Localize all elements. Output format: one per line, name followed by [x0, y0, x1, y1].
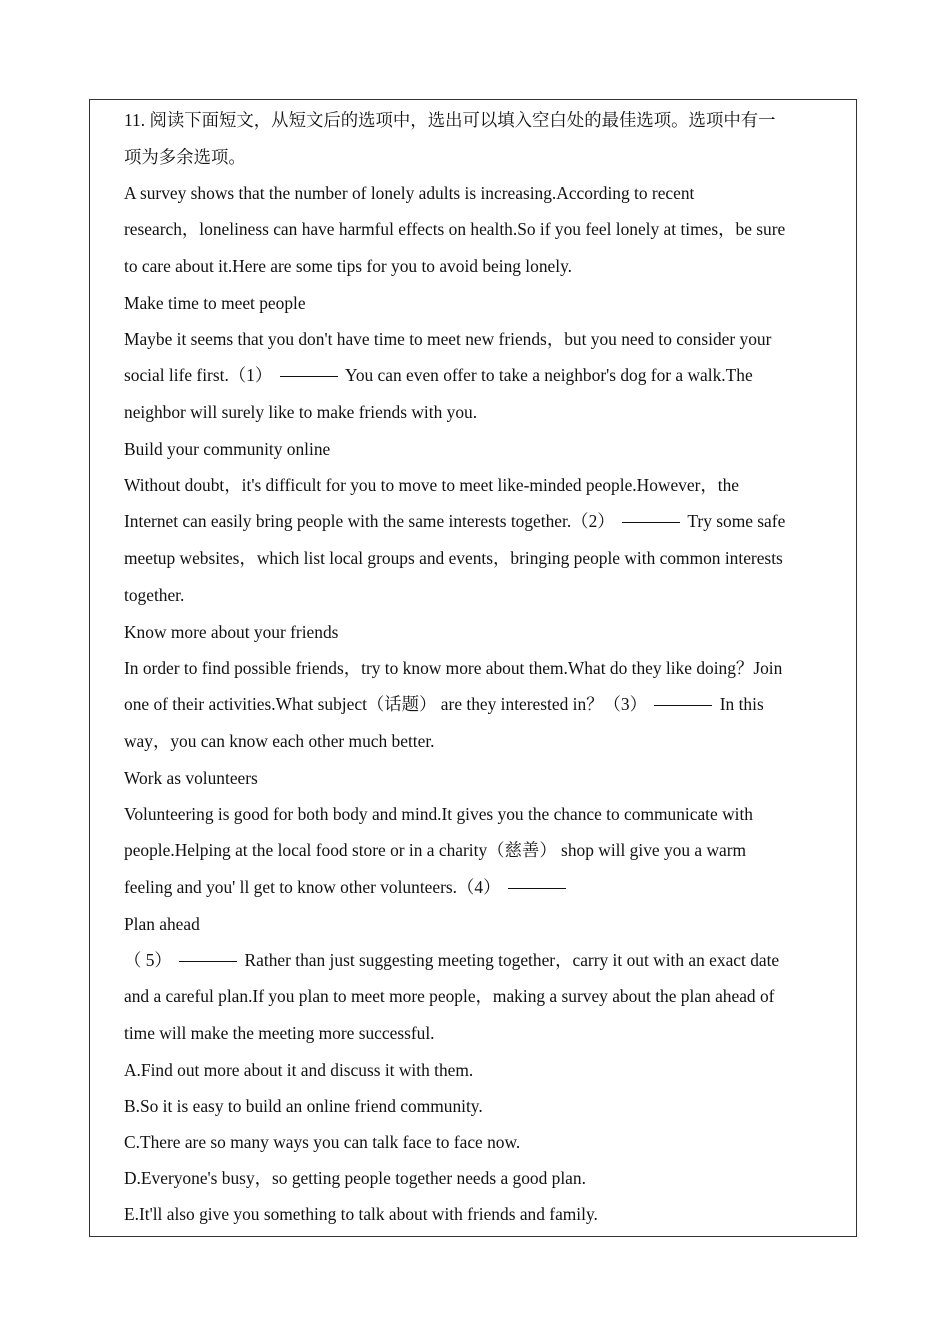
section2-line-2-after-blank: Try some safe: [687, 511, 786, 531]
section-heading-4: Work as volunteers: [124, 768, 258, 788]
section3-line-2-before-blank: one of their activities.What subject（话题） are they interested in？（3）: [124, 694, 648, 714]
option-a: A.Find out more about it and discuss it with them.: [124, 1060, 474, 1080]
section3-line-3: way，you can know each other much better.: [124, 731, 435, 751]
section5-line-3: time will make the meeting more successful.: [124, 1023, 435, 1043]
section2-line-4: together.: [124, 585, 185, 605]
option-e: E.It'll also give you something to talk about with friends and family.: [124, 1204, 598, 1224]
question-content: [124, 102, 856, 1232]
section4-line-3: [124, 869, 856, 906]
intro-line-2: research，loneliness can have harmful effects on health.So if you feel lonely at times，be sure: [124, 219, 786, 239]
instruction-line-2: 项为多余选项。: [124, 147, 246, 167]
intro-line-1: A survey shows that the number of lonely adults is increasing.According to recent: [124, 183, 695, 203]
blank-2: [622, 521, 680, 523]
blank-5: [179, 960, 237, 962]
section1-line-1: Maybe it seems that you don't have time to meet new friends，but you need to consider your: [124, 329, 772, 349]
section5-line-1-after-blank: Rather than just suggesting meeting together，carry it out with an exact date: [244, 950, 780, 970]
blank-3: [654, 704, 712, 706]
blank-4: [508, 887, 566, 889]
section3-line-2: [124, 686, 856, 723]
section3-line-2-after-blank: In this: [719, 694, 764, 714]
blank-1: [280, 375, 338, 377]
section2-line-2-before-blank: Internet can easily bring people with the same interests together.（2）: [124, 511, 615, 531]
option-b: B.So it is easy to build an online friend community.: [124, 1096, 483, 1116]
section4-line-2: people.Helping at the local food store or in a charity（慈善） shop will give you a warm: [124, 840, 747, 860]
instruction-line-1: 11. 阅读下面短文，从短文后的选项中，选出可以填入空白处的最佳选项。选项中有一: [124, 110, 776, 130]
section5-line-2: and a careful plan.If you plan to meet more people，making a survey about the plan ahead of: [124, 986, 775, 1006]
section3-line-1: In order to find possible friends，try to know more about them.What do they like doing？Join: [124, 658, 783, 678]
option-c: C.There are so many ways you can talk face to face now.: [124, 1132, 521, 1152]
section4-line-1: Volunteering is good for both body and mind.It gives you the chance to communicate with: [124, 804, 753, 824]
section2-line-1: Without doubt，it's difficult for you to move to meet like-minded people.However，the: [124, 475, 740, 495]
section2-line-3: meetup websites，which list local groups and events，bringing people with common interests: [124, 548, 783, 568]
section2-line-2: [124, 503, 856, 540]
section-heading-5: Plan ahead: [124, 914, 200, 934]
section5-line-1-before-blank: （ 5）: [124, 950, 172, 970]
option-d: D.Everyone's busy，so getting people together needs a good plan.: [124, 1168, 586, 1188]
section1-line-2-after-blank: You can even offer to take a neighbor's dog for a walk.The: [345, 365, 753, 385]
section1-line-2-before-blank: social life first.（1）: [124, 365, 273, 385]
section-heading-2: Build your community online: [124, 439, 331, 459]
intro-line-3: to care about it.Here are some tips for you to avoid being lonely.: [124, 256, 572, 276]
section1-line-2: [124, 357, 856, 394]
section1-line-3: neighbor will surely like to make friends with you.: [124, 402, 478, 422]
section-heading-1: Make time to meet people: [124, 293, 306, 313]
section4-line-3-before-blank: feeling and you' ll get to know other volunteers.（4）: [124, 877, 501, 897]
section-heading-3: Know more about your friends: [124, 622, 339, 642]
section5-line-1: [124, 942, 856, 978]
